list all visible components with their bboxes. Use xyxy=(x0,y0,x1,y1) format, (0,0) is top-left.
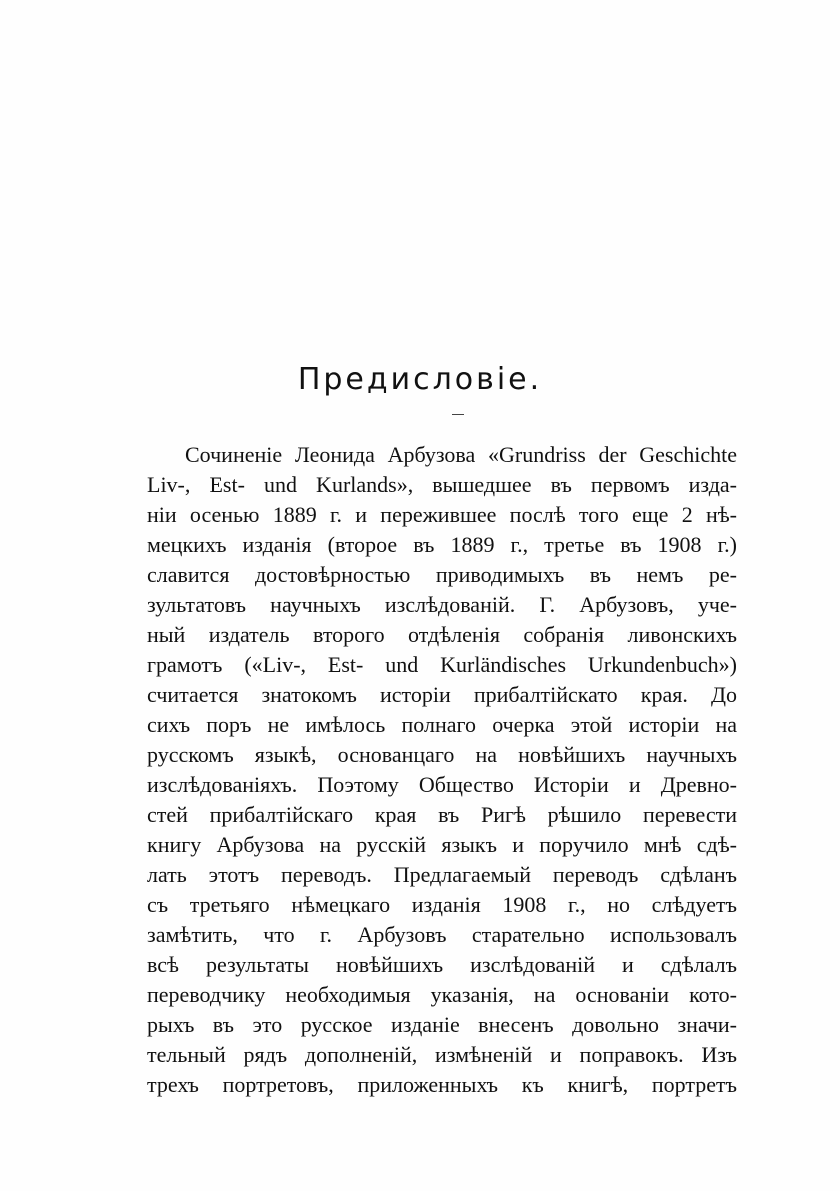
text-line: ный издатель второго отдѣленія собранія ливонскихъ xyxy=(147,622,737,647)
text-line: книгу Арбузова на русскій языкъ и поручило мнѣ сдѣ- xyxy=(147,832,737,857)
preface-paragraph xyxy=(147,440,737,1100)
text-line: грамотъ («Liv-, Est- und Kurländisches Urkundenbuch») xyxy=(147,652,737,677)
text-line: замѣтить, что г. Арбузовъ старательно использовалъ xyxy=(147,922,737,947)
text-line: мецкихъ изданія (второе въ 1889 г., третье въ 1908 г.) xyxy=(147,532,737,557)
text-line: изслѣдованіяхъ. Поэтому Общество Исторіи и Древно- xyxy=(147,772,737,797)
text-line: русскомъ языкѣ, основанцаго на новѣйшихъ научныхъ xyxy=(147,742,737,767)
text-line: тельный рядъ дополненій, измѣненій и поправокъ. Изъ xyxy=(147,1042,737,1067)
heading-ornament-rule xyxy=(452,414,464,415)
text-line: сихъ поръ не имѣлось полнаго очерка этой исторіи на xyxy=(147,712,737,737)
text-line: ніи осенью 1889 г. и пережившее послѣ того еще 2 нѣ- xyxy=(147,502,737,527)
text-line: лать этотъ переводъ. Предлагаемый переводъ сдѣланъ xyxy=(147,862,737,887)
text-line: съ третьяго нѣмецкаго изданія 1908 г., но слѣдуетъ xyxy=(147,892,737,917)
text-line: трехъ портретовъ, приложенныхъ къ книгѣ, портретъ xyxy=(147,1072,737,1097)
page-title: Предисловіе. xyxy=(297,362,543,397)
text-line: славится достовѣрностью приводимыхъ въ немъ ре- xyxy=(147,562,737,587)
text-line: зультатовъ научныхъ изслѣдованій. Г. Арбузовъ, уче- xyxy=(147,592,737,617)
text-line: рыхъ въ это русское изданіе внесенъ довольно значи- xyxy=(147,1012,737,1037)
text-line: всѣ результаты новѣйшихъ изслѣдованій и сдѣлалъ xyxy=(147,952,737,977)
text-line: Liv-, Est- und Kurlands», вышедшее въ первомъ изда- xyxy=(147,472,737,497)
text-line: считается знатокомъ исторіи прибалтійскато края. До xyxy=(147,682,737,707)
text-line: переводчику необходимыя указанія, на основаніи кото- xyxy=(147,982,737,1007)
text-line: стей прибалтійскаго края въ Ригѣ рѣшило перевести xyxy=(147,802,737,827)
text-line: Сочиненіе Леонида Арбузова «Grundriss der Geschichte xyxy=(185,442,737,467)
